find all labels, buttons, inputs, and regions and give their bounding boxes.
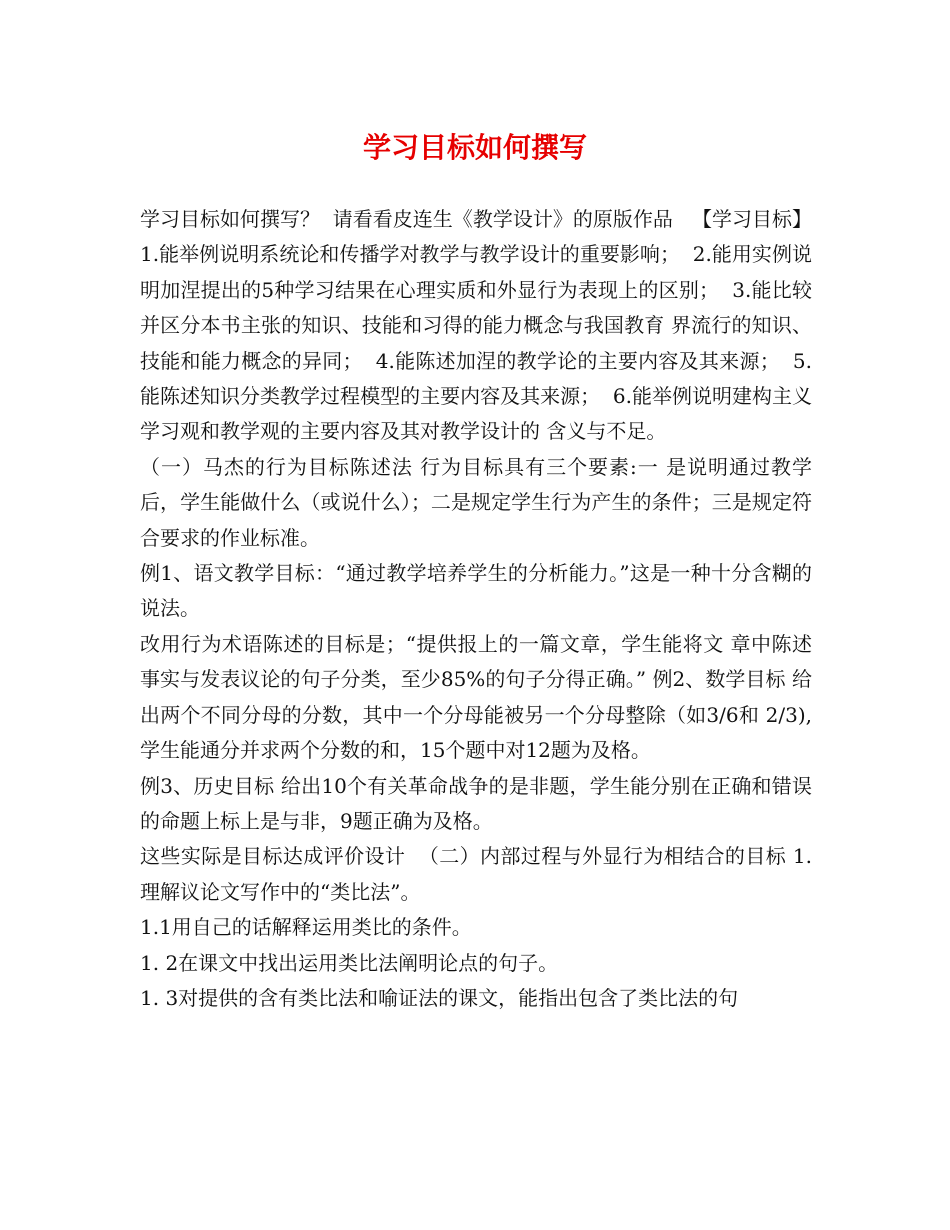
paragraph-example-3: 例3、历史目标 给出10个有关革命战争的是非题，学生能分别在正确和错误的命题上标上是与非，9题正确为及格。 <box>140 773 812 833</box>
paragraph-item-1-3: 1. 3对提供的含有类比法和喻证法的课文，能指出包含了类比法的句 <box>140 985 739 1010</box>
document-title: 学习目标如何撰写 <box>362 131 587 164</box>
paragraph-evaluation-design: 这些实际是目标达成评价设计 （二）内部过程与外显行为相结合的目标 1.理解议论文写作中的“类比法”。 <box>140 844 812 904</box>
paragraph-example-1: 例1、语文教学目标：“通过教学培养学生的分析能力。”这是一种十分含糊的说法。 <box>140 561 812 621</box>
paragraph-item-1-1: 1.1用自己的话解释运用类比的条件。 <box>140 915 472 940</box>
paragraph-behavioral-terms: 改用行为术语陈述的目标是；“提供报上的一篇文章，学生能将文 章中陈述事实与发表议论的句子分类，至少85%的句子分得正确。” 例2、数学目标 给出两个不同分母的分数，其中一个分母能被另一个分母整除（如3/6和 2/3),学生能通分并求两个分数的和，15个题中对12题为及格。 <box>140 631 812 763</box>
document-body <box>140 202 819 1016</box>
paragraph-intro: 学习目标如何撰写？ 请看看皮连生《教学设计》的原版作品 【学习目标】 1.能举例说明系统论和传播学对教学与教学设计的重要影响； 2.能用实例说明加涅提出的5种学习结果在心理实质和外显行为表现上的区别； 3.能比较并区分本书主张的知识、技能和习得的能力概念与我国教育 界流行的知识、技能和能力概念的异同； 4.能陈述加涅的教学论的主要内容及其来源； 5.能陈述知识分类教学过程模型的主要内容及其来源； 6.能举例说明建构主义学习观和教学观的主要内容及其对教学设计的 含义与不足。 <box>140 207 819 444</box>
paragraph-item-1-2: 1. 2在课文中找出运用类比法阐明论点的句子。 <box>140 950 559 975</box>
paragraph-mager-method: （一）马杰的行为目标陈述法 行为目标具有三个要素:一 是说明通过教学后，学生能做什么（或说什么）；二是规定学生行为产生的条件；三是规定符合要求的作业标准。 <box>140 454 812 550</box>
